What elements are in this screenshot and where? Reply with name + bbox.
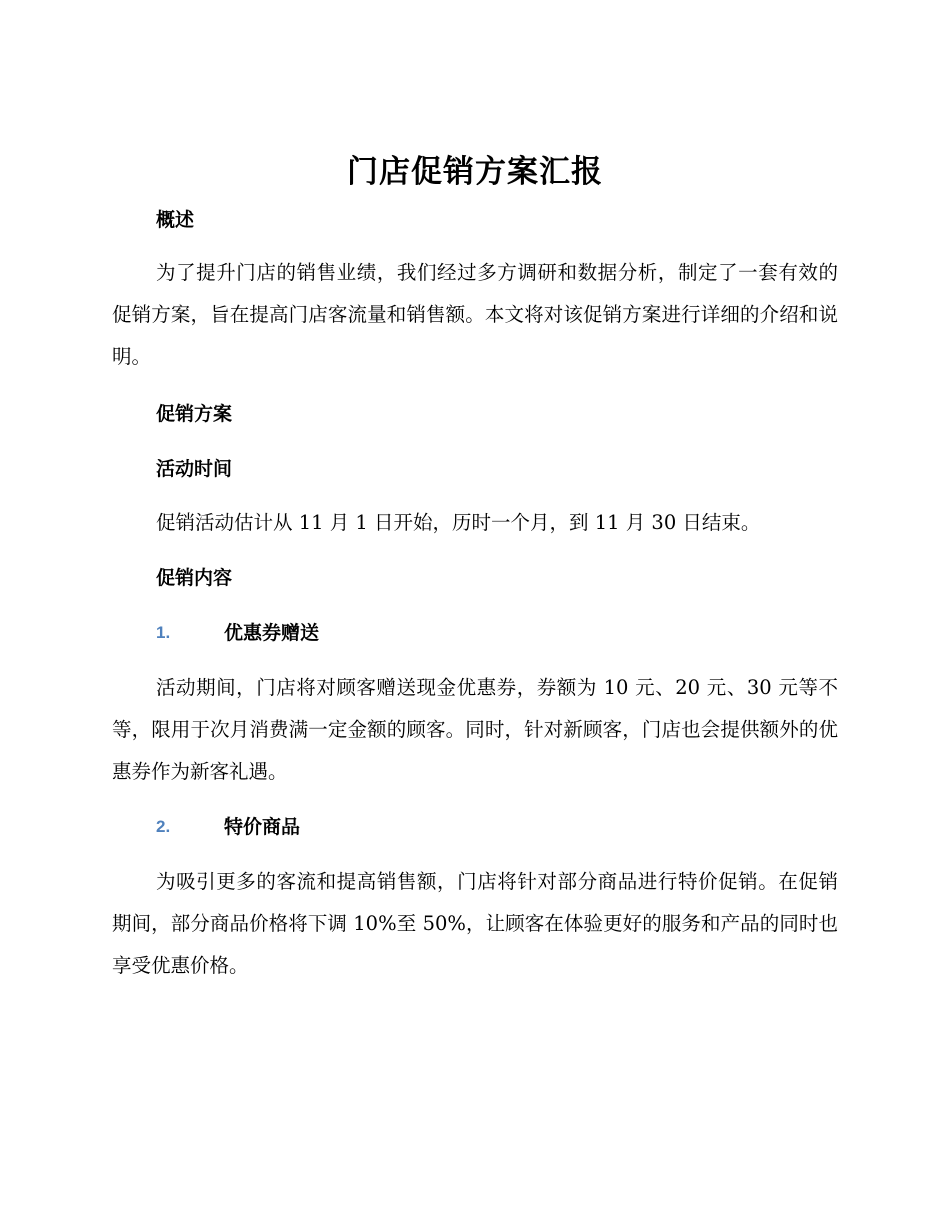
paragraph-overview: 为了提升门店的销售业绩，我们经过多方调研和数据分析，制定了一套有效的促销方案，旨在提高门店客流量和销售额。本文将对该促销方案进行详细的介绍和说明。 <box>112 261 838 368</box>
heading-promotion-plan: 促销方案 <box>156 403 233 425</box>
list-number-2: 2. <box>156 817 171 836</box>
paragraph-special-goods: 为吸引更多的客流和提高销售额，门店将针对部分商品进行特价促销。在促销期间，部分商品价格将下调 10%至 50%，让顾客在体验更好的服务和产品的同时也享受优惠价格。 <box>112 870 838 977</box>
paragraph-activity-time: 促销活动估计从 11 月 1 日开始，历时一个月，到 11 月 30 日结束。 <box>156 511 761 534</box>
heading-overview: 概述 <box>156 209 195 231</box>
heading-coupon-gift: 优惠券赠送 <box>224 622 320 644</box>
heading-promotion-content: 促销内容 <box>156 567 233 589</box>
document-title: 门店促销方案汇报 <box>347 154 603 190</box>
heading-special-goods: 特价商品 <box>224 816 301 838</box>
list-number-1: 1. <box>156 623 171 642</box>
heading-activity-time: 活动时间 <box>156 458 233 480</box>
paragraph-coupon-gift: 活动期间，门店将对顾客赠送现金优惠券，券额为 10 元、20 元、30 元等不等，限用于次月消费满一定金额的顾客。同时，针对新顾客，门店也会提供额外的优惠券作为新客礼遇。 <box>112 676 838 783</box>
